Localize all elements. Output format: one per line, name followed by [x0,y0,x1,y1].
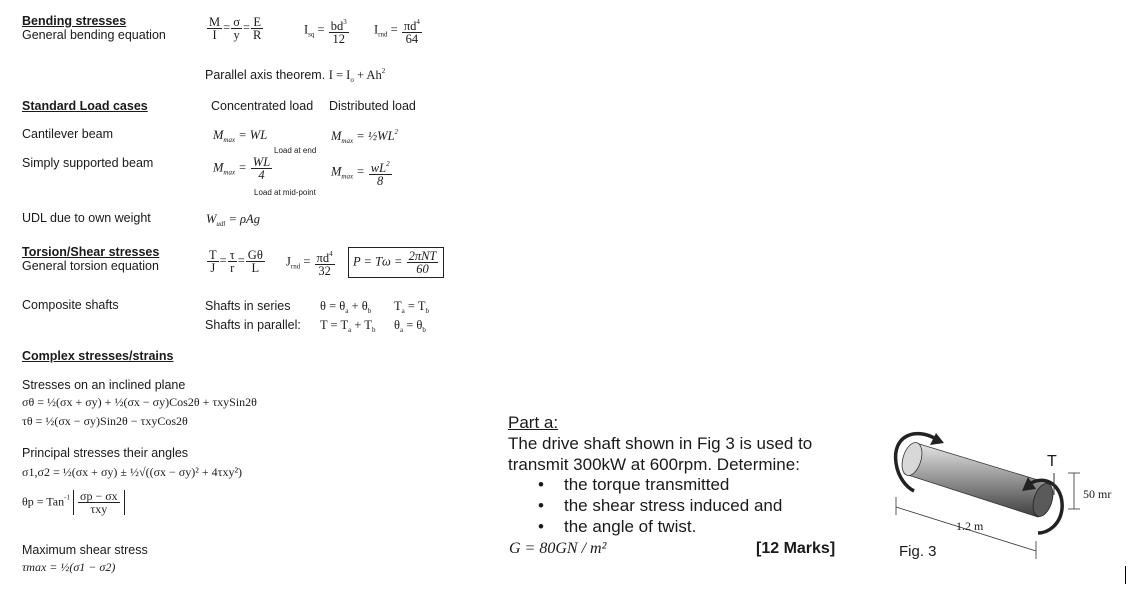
principal-angle-eq: θp = Tan$^{-1}$ $\frac{\sigma p - \sigma x}{\text{τxy}}$ [22,490,125,515]
question-intro-line2: transmit 300kW at 600rpm. Determine: [508,455,800,474]
parallel-axis-theorem: Parallel axis theorem. $I = I_o + Ah^2$ [205,67,386,84]
bending-subheading: General bending equation [22,28,166,42]
length-label: 1.2 m [956,519,984,533]
question-title: Part a: [508,413,559,432]
load-mid-note: Load at mid-point [254,188,316,197]
cantilever-label: Cantilever beam [22,127,114,141]
polar-moment-equation: $J_{rnd}$ = $\frac{\pi d^4}{32}$ [286,250,333,278]
torsion-subheading: General torsion equation [22,259,159,273]
udl-equation: $W_{udl} = \rho Ag$ [206,212,260,228]
max-shear-eq: τmax = ½(σ1 − σ2) [22,560,116,574]
marks-label: [12 Marks] [756,540,836,557]
cantilever-concentrated-eq: $M_{max}$ = WL [213,128,268,144]
principal-stresses-eq: σ1,σ2 = ½(σx + σy) ± ½√((σx − σy)² + 4τxy²) [22,465,243,479]
diameter-label: 50 mr [1083,487,1112,501]
simply-supported-label: Simply supported beam [22,156,154,170]
list-item: • the angle of twist. [508,516,782,537]
shafts-series-eq1: $\theta = \theta_a + \theta_b$ [320,299,372,315]
shaft-body [898,440,1056,519]
torsion-equation: $\frac{T}{J}$ = $\frac{\tau}{r}$ = $\frac{G\theta}{L}$ [209,248,263,275]
bending-equation: $\frac{M}{I}$ = $\frac{\sigma}{y}$ = $\frac{E}{R}$ [209,15,262,42]
left-arrowhead-icon [930,433,944,445]
distributed-load-header: Distributed load [329,99,416,113]
torsion-heading: Torsion/Shear stresses [22,245,160,259]
i-square-equation: $I_{sq}$ = $\frac{bd^3}{12}$ [304,18,347,46]
shafts-parallel-eq1: $T = T_a + T_b$ [320,318,376,334]
max-shear-label: Maximum shear stress [22,543,148,557]
load-at-end-note: Load at end [274,146,317,155]
shafts-parallel-eq2: $\theta_a = \theta_b$ [394,318,426,334]
question-intro-line1: The drive shaft shown in Fig 3 is used to [508,434,813,453]
list-item: • the torque transmitted [508,474,782,495]
cantilever-distributed-eq: $M_{max}$ = $\frac{1}{2}WL^2$ [331,128,399,145]
shafts-series-label: Shafts in series [205,299,291,313]
i-round-equation: $I_{rnd}$ = $\frac{\pi d^4}{64}$ [374,18,420,46]
bending-heading: Bending stresses [22,14,127,28]
question-bullet-list [508,474,782,537]
composite-shafts-label: Composite shafts [22,298,119,312]
load-cases-heading: Standard Load cases [22,99,148,113]
concentrated-load-header: Concentrated load [211,99,314,113]
text-cursor [1125,566,1126,584]
simply-distributed-eq: $M_{max}$ = $\frac{wL^2}{8}$ [331,160,390,188]
power-equation-box: P = Tω = $\frac{\text{2πNT}}{60}$ [348,247,444,278]
inclined-plane-label: Stresses on an inclined plane [22,378,186,392]
shafts-series-eq2: $T_a = T_b$ [394,299,429,315]
torque-label: T [1047,453,1057,470]
principal-stresses-label: Principal stresses their angles [22,446,189,460]
simply-concentrated-eq: $M_{max}$ = $\frac{WL}{4}$ [213,155,271,182]
complex-heading: Complex stresses/strains [22,349,174,363]
list-item: • the shear stress induced and [508,495,782,516]
shafts-parallel-label: Shafts in parallel: [205,318,301,332]
inclined-normal-eq: σθ = ½(σx + σy) + ½(σx − σy)Cos2θ + τxySin2θ [22,395,257,409]
given-modulus: G = 80GN / m² [509,540,607,557]
udl-label: UDL due to own weight [22,211,151,225]
inclined-shear-eq: τθ = ½(σx − σy)Sin2θ − τxyCos2θ [22,414,188,428]
figure-caption: Fig. 3 [899,543,937,560]
